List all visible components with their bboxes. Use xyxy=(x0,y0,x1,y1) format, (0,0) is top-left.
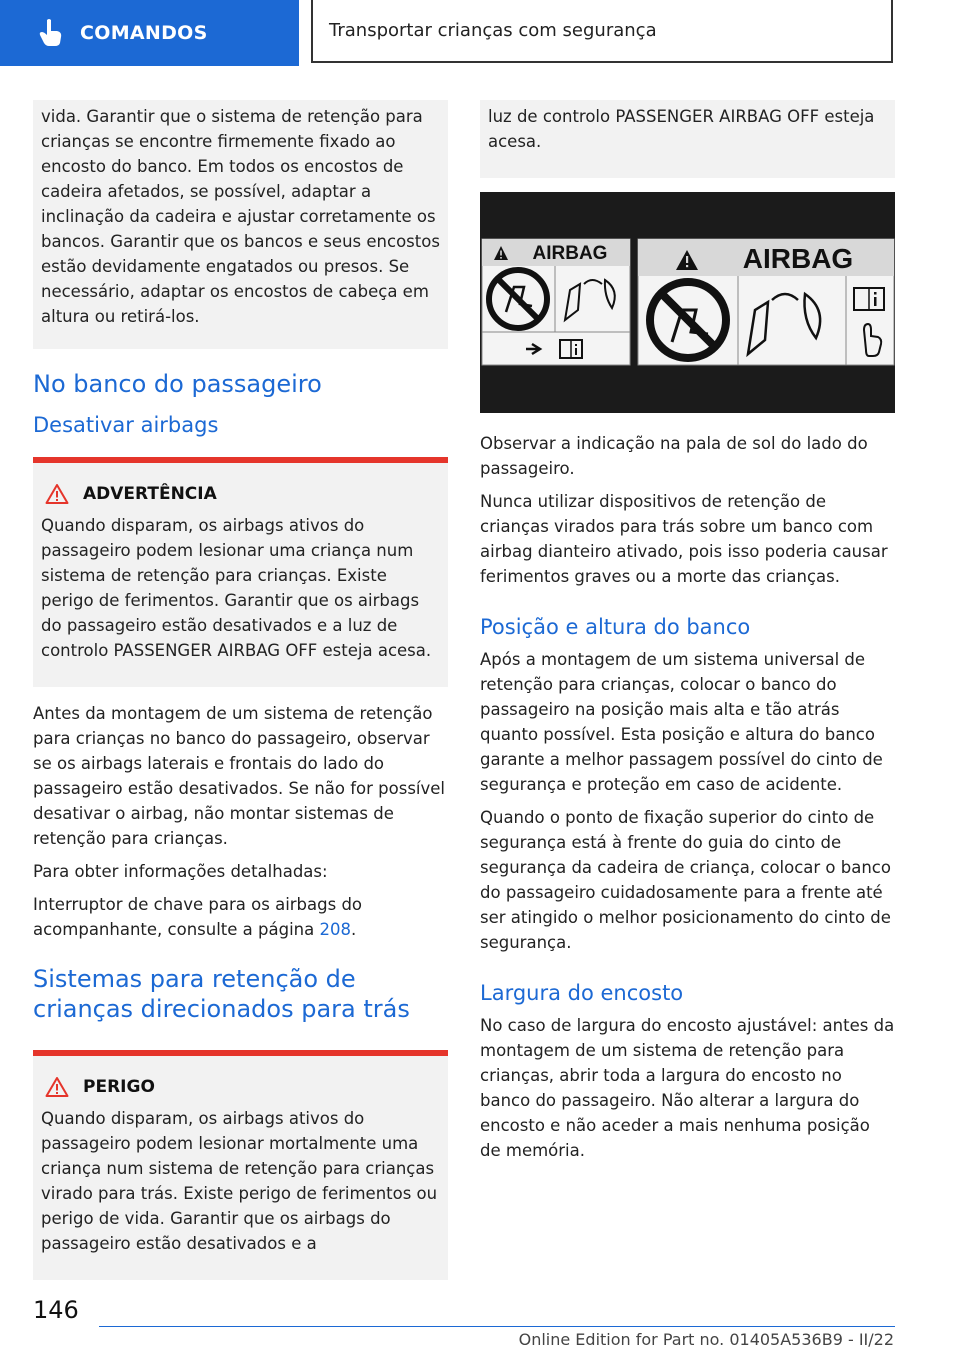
warning-label: ADVERTÊNCIA xyxy=(83,484,217,504)
key-switch-suffix: . xyxy=(350,920,357,939)
key-switch-text: Interruptor de chave para os airbags do acompanhante, consulte a página xyxy=(33,895,363,939)
page-number: 146 xyxy=(33,1296,79,1324)
danger-label: PERIGO xyxy=(83,1077,155,1097)
warning-text: Quando disparam, os airbags ativos do passageiro podem lesionar uma criança num sistema de retenção para crianças. Existe perigo de ferimentos. Garantir que os airbags do passageiro estão desativados e a luz de controlo PASSENGER AIRBAG OFF esteja acesa. xyxy=(41,516,432,660)
footer-divider xyxy=(99,1326,895,1327)
heading-seat-position: Posição e altura do banco xyxy=(480,615,751,639)
chapter-title: COMANDOS xyxy=(80,22,208,44)
left-column xyxy=(33,100,448,1294)
airbag-warning-label-image xyxy=(480,192,895,413)
danger-text: Quando disparam, os airbags ativos do passageiro podem lesionar mortalmente uma criança num sistema de retenção para crianças virado para trás. Existe perigo de ferimentos ou perigo de vida. Garantir que os airbags do passageiro estão desativados e a xyxy=(41,1109,438,1253)
continued-note-box xyxy=(33,100,448,349)
airbag-label-large: AIRBAG xyxy=(742,243,854,274)
page-reference-link[interactable]: 208 xyxy=(319,920,351,939)
heading-rear-facing: Sistemas para retenção de crianças direcionados para trás xyxy=(33,965,410,1023)
paragraph-seat-position: Após a montagem de um sistema universal de retenção para crianças, colocar o banco do passageiro na posição mais alta e tão atrás quanto possível. Esta posição e altura do banco garante a melhor passagem possível do cinto de segurança e proteção em caso de acidente. xyxy=(480,650,883,794)
paragraph-sun-visor: Observar a indicação na pala de sol do lado do passageiro. xyxy=(480,434,868,478)
right-column xyxy=(480,100,895,1171)
danger-header xyxy=(45,1076,440,1098)
hand-pointer-icon xyxy=(38,18,64,48)
continued-note-text: vida. Garantir que o sistema de retenção para crianças se encontre firmemente fixado ao encosto do banco. Em todos os encostos de cadeira afetados, se possível, adaptar a inclinação da cadeira e ajustar corretamente os bancos. Garantir que os bancos e seus encostos estão devidamente engatados ou presos. Se necessário, adaptar os encostos de cabeça em altura ou retirá-los. xyxy=(41,107,440,326)
warning-box xyxy=(33,457,448,687)
paragraph-belt-anchor: Quando o ponto de fixação superior do cinto de segurança está à frente do guia do cinto de segurança da cadeira de criança, colocar o banco do passageiro cuidadosamente para a frente até ser atingido o melhor posicionamento do cinto de segurança. xyxy=(480,808,891,952)
warning-header xyxy=(45,483,440,505)
section-title xyxy=(311,0,893,63)
chapter-tab[interactable] xyxy=(0,0,299,66)
page-header xyxy=(0,0,960,66)
continued-danger-text: luz de controlo PASSENGER AIRBAG OFF esteja acesa. xyxy=(488,107,875,151)
heading-passenger-seat: No banco do passageiro xyxy=(33,370,322,398)
section-title-text: Transportar crianças com segurança xyxy=(329,20,657,41)
paragraph-detailed-info: Para obter informações detalhadas: xyxy=(33,862,328,881)
danger-box xyxy=(33,1050,448,1280)
heading-backrest-width: Largura do encosto xyxy=(480,981,684,1005)
airbag-label-figure xyxy=(480,192,895,413)
paragraph-before-mounting: Antes da montagem de um sistema de retenção para crianças no banco do passageiro, observar se os airbags laterais e frontais do lado do passageiro estão desativados. Se não for possível desativar o airbag, não montar sistemas de retenção para crianças. xyxy=(33,704,446,848)
warning-triangle-icon xyxy=(45,1076,69,1098)
paragraph-never-use: Nunca utilizar dispositivos de retenção de crianças virados para trás sobre um banco com airbag dianteiro ativado, pois isso poderia causar ferimentos graves ou a morte das crianças. xyxy=(480,492,888,586)
footer-edition: Online Edition for Part no. 01405A536B9 - II/22 xyxy=(518,1330,894,1349)
airbag-label-small: AIRBAG xyxy=(532,243,608,264)
paragraph-key-switch xyxy=(33,892,448,942)
heading-deactivate-airbags: Desativar airbags xyxy=(33,413,219,437)
warning-triangle-icon xyxy=(45,483,69,505)
paragraph-backrest-width: No caso de largura do encosto ajustável: antes da montagem de um sistema de retenção para crianças, abrir toda a largura do encosto no banco do passageiro. Não alterar a largura do encosto e não aceder a mais nenhuma posição de memória. xyxy=(480,1016,895,1160)
continued-danger-box xyxy=(480,100,895,178)
